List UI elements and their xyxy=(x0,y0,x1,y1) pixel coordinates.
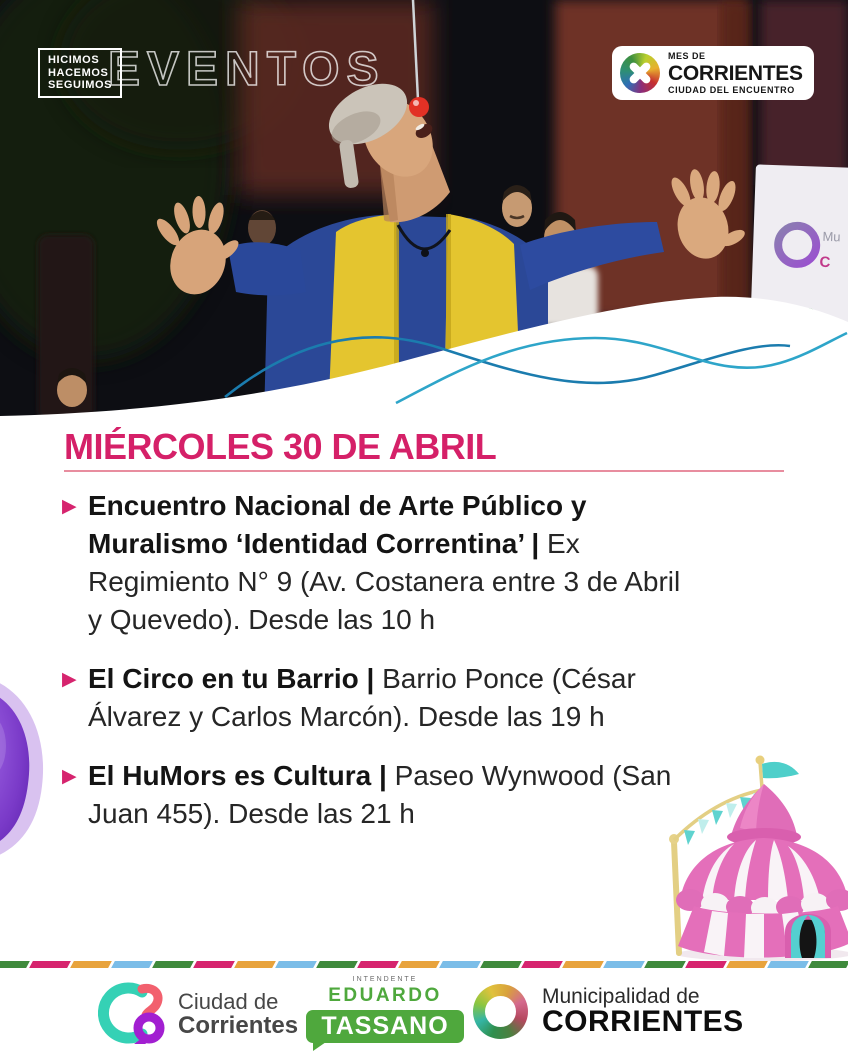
tassano-speech-bubble xyxy=(306,1010,464,1043)
ciudad-label-line1: Ciudad de xyxy=(178,988,279,1014)
circus-tent-illustration xyxy=(652,748,848,962)
purple-balloon-shape xyxy=(0,668,52,868)
municipalidad-label-line1: Municipalidad de xyxy=(542,984,700,1008)
brand-bottom-label: CIUDAD DEL ENCUENTRO xyxy=(668,84,795,95)
event-details: Ex Regimiento N° 9 (Av. Costanera entre 3 de Abril y Quevedo). Desde las 10 h xyxy=(88,528,681,635)
eventos-watermark: EVENTOS xyxy=(108,43,386,96)
municipalidad-label-line2: CORRIENTES xyxy=(542,1004,744,1038)
tassano-title-label: INTENDENTE xyxy=(352,976,418,983)
tassano-badge xyxy=(306,976,464,1043)
event-title: El HuMors es Cultura | xyxy=(88,760,395,791)
arrow-bullet-icon: ▶ xyxy=(62,669,77,690)
brand-name-label: CORRIENTES xyxy=(668,61,803,85)
mes-de-corrientes-badge xyxy=(612,46,814,100)
flag-pole xyxy=(760,762,762,788)
kid-spectator xyxy=(57,368,87,407)
tagline-line: HICIMOS xyxy=(48,54,100,66)
corrientes-flower-icon xyxy=(620,53,660,93)
event-text xyxy=(88,660,696,736)
tagline-line: HACEMOS xyxy=(48,66,109,79)
tassano-last-name: TASSANO xyxy=(321,1012,449,1040)
ciudad-cq-icon xyxy=(98,982,166,1046)
banner-letter-c: C xyxy=(819,253,831,272)
municipalidad-logo xyxy=(473,984,744,1039)
event-item-2 xyxy=(62,660,696,736)
event-title: El Circo en tu Barrio | xyxy=(88,663,383,694)
ciudad-de-corrientes-logo xyxy=(98,982,298,1046)
tassano-first-name: EDUARDO xyxy=(328,985,442,1006)
tagline-line: SEGUIMOS xyxy=(48,79,113,91)
event-details: Barrio Ponce (César Álvarez y Carlos Marcón). Desde las 19 h xyxy=(88,663,636,732)
ciudad-label-line2: Corrientes xyxy=(178,1011,299,1039)
banner-letter-mu: Mu xyxy=(822,228,841,245)
heading-underline xyxy=(64,470,784,472)
event-text xyxy=(88,757,696,833)
brand-top-label: MES DE xyxy=(668,50,706,61)
arrow-bullet-icon: ▶ xyxy=(62,496,77,517)
color-strip xyxy=(0,961,848,968)
municipalidad-ring-icon xyxy=(473,984,528,1039)
event-text xyxy=(88,487,696,639)
events-list xyxy=(62,487,696,854)
tent-flag xyxy=(762,762,799,778)
event-details: Paseo Wynwood (San Juan 455). Desde las 21 h xyxy=(88,760,672,829)
date-heading: MIÉRCOLES 30 DE ABRIL xyxy=(64,426,497,467)
clown-nose xyxy=(409,97,429,117)
arrow-bullet-icon: ▶ xyxy=(62,766,77,787)
event-item-1 xyxy=(62,487,696,639)
event-title: Encuentro Nacional de Arte Público y Muralismo ‘Identidad Correntina’ | xyxy=(88,490,587,559)
tent-door xyxy=(785,914,831,958)
event-item-3 xyxy=(62,757,696,833)
hero-photo xyxy=(0,0,848,420)
